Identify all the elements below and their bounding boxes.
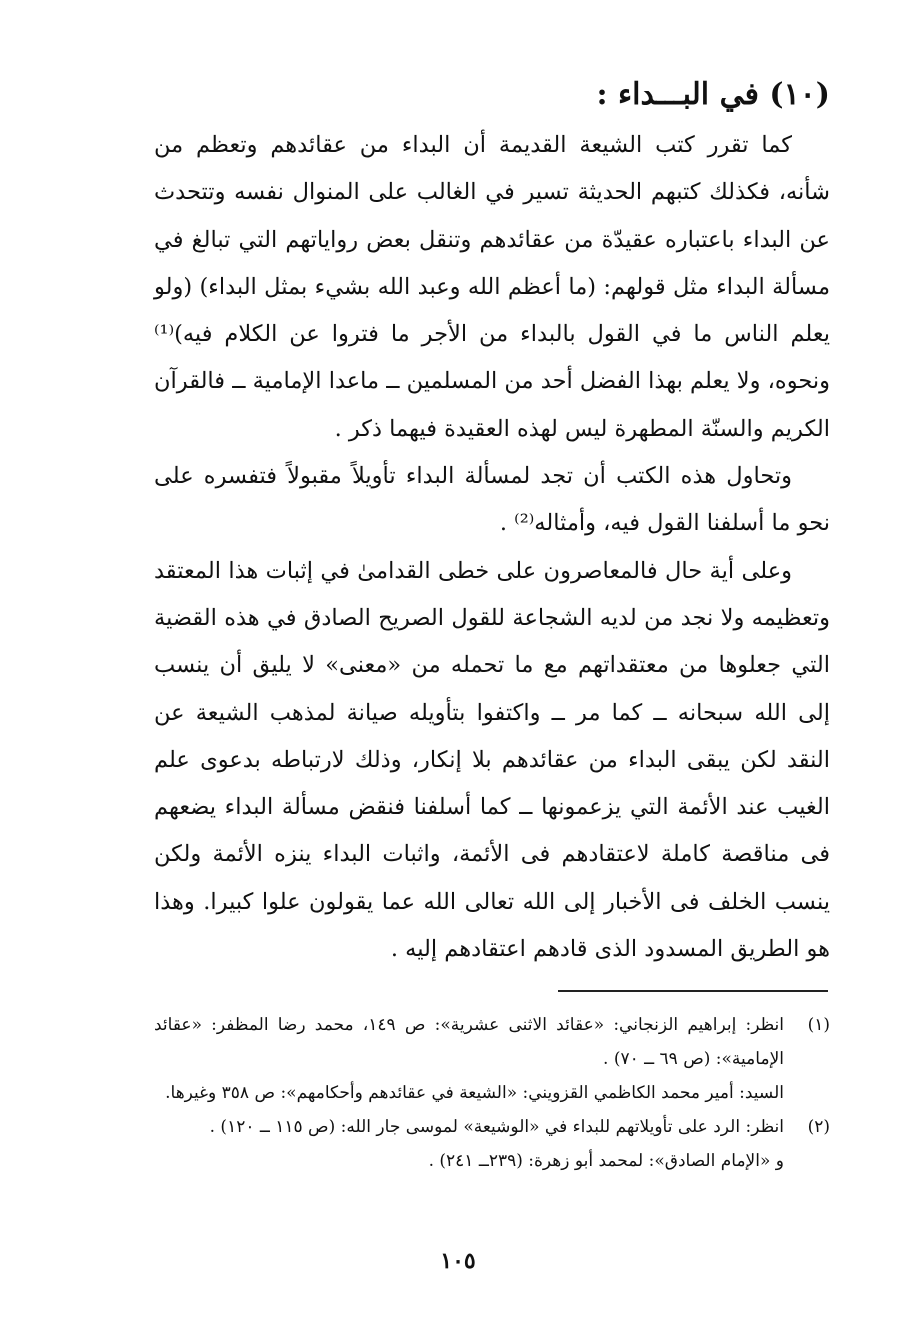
- footnote-line: و «الإمام الصادق»: لمحمد أبو زهرة: (٢٣٩ــ ٢٤١) .: [428, 1151, 784, 1171]
- footnote: [154, 1110, 830, 1178]
- body-text: [154, 122, 830, 973]
- paragraph: كما تقرر كتب الشيعة القديمة أن البداء من عقائدهم وتعظم من شأنه، فكذلك كتبهم الحديثة تسير في الغالب على المنوال نفسه وتتحدث عن البداء باعتباره عقيدّة من عقائدهم وتنقل بعض رواياتهم التي تبالغ في مسألة البداء مثل قولهم: (ما أعظم الله وعبد الله بشيء بمثل البداء) (ولو يعلم الناس ما في القول بالبداء من الأجر ما فتروا عن الكلام فيه)⁽¹⁾ ونحوه، ولا يعلم بهذا الفضل أحد من المسلمين ــ ماعدا الإمامية ــ فالقرآن الكريم والسنّة المطهرة ليس لهذه العقيدة فيهما ذكر .: [154, 132, 830, 442]
- section-heading: (١٠) في البـــداء :: [596, 77, 830, 112]
- footnote-body: [154, 1008, 784, 1110]
- footnote-divider: [558, 990, 828, 992]
- footnote-line: انظر: الرد على تأويلاتهم للبداء في «الوشيعة» لموسى جار الله: (ص ١١٥ ــ ١٢٠) .: [209, 1117, 784, 1137]
- footnote: [154, 1008, 830, 1110]
- footnote-number: (٢): [807, 1117, 830, 1137]
- footnote-line: انظر: إبراهيم الزنجاني: «عقائد الاثنى عشرية»: ص ١٤٩، محمد رضا المظفر: «عقائد الإمامية»: (ص ٦٩ ــ ٧٠) .: [154, 1015, 784, 1069]
- page-number: ١٠٥: [440, 1248, 476, 1274]
- footnotes: [154, 1008, 830, 1178]
- footnote-line: السيد: أمير محمد الكاظمي القزويني: «الشيعة في عقائدهم وأحكامهم»: ص ٣٥٨ وغيرها.: [165, 1083, 784, 1103]
- paragraph: وتحاول هذه الكتب أن تجد لمسألة البداء تأويلاً مقبولاً فتفسره على نحو ما أسلفنا القول فيه، وأمثاله⁽²⁾ .: [154, 463, 830, 537]
- footnote-body: [154, 1110, 784, 1178]
- footnote-number: (١): [807, 1015, 830, 1035]
- paragraph: وعلى أية حال فالمعاصرون على خطى القدامىٰ في إثبات هذا المعتقد وتعظيمه ولا نجد من لديه الشجاعة للقول الصريح الصادق في هذه القضية التي جعلوها من معتقداتهم مع ما تحمله من «معنى» لا يليق أن ينسب إلى الله سبحانه ــ كما مر ــ واكتفوا بتأويله صيانة لمذهب الشيعة عن النقد لكن يبقى البداء من عقائدهم بلا إنكار، وذلك لارتباطه بدعوى علم الغيب عند الأئمة التي يزعمونها ــ كما أسلفنا فنقض مسألة البداء يضعهم فى مناقصة كاملة لاعتقادهم فى الأئمة، واثبات البداء ينزه الأئمة ولكن ينسب الخلف فى الأخبار إلى الله تعالى الله عما يقولون علوا كبيرا. وهذا هو الطريق المسدود الذى قادهم اعتقادهم إليه .: [154, 557, 830, 963]
